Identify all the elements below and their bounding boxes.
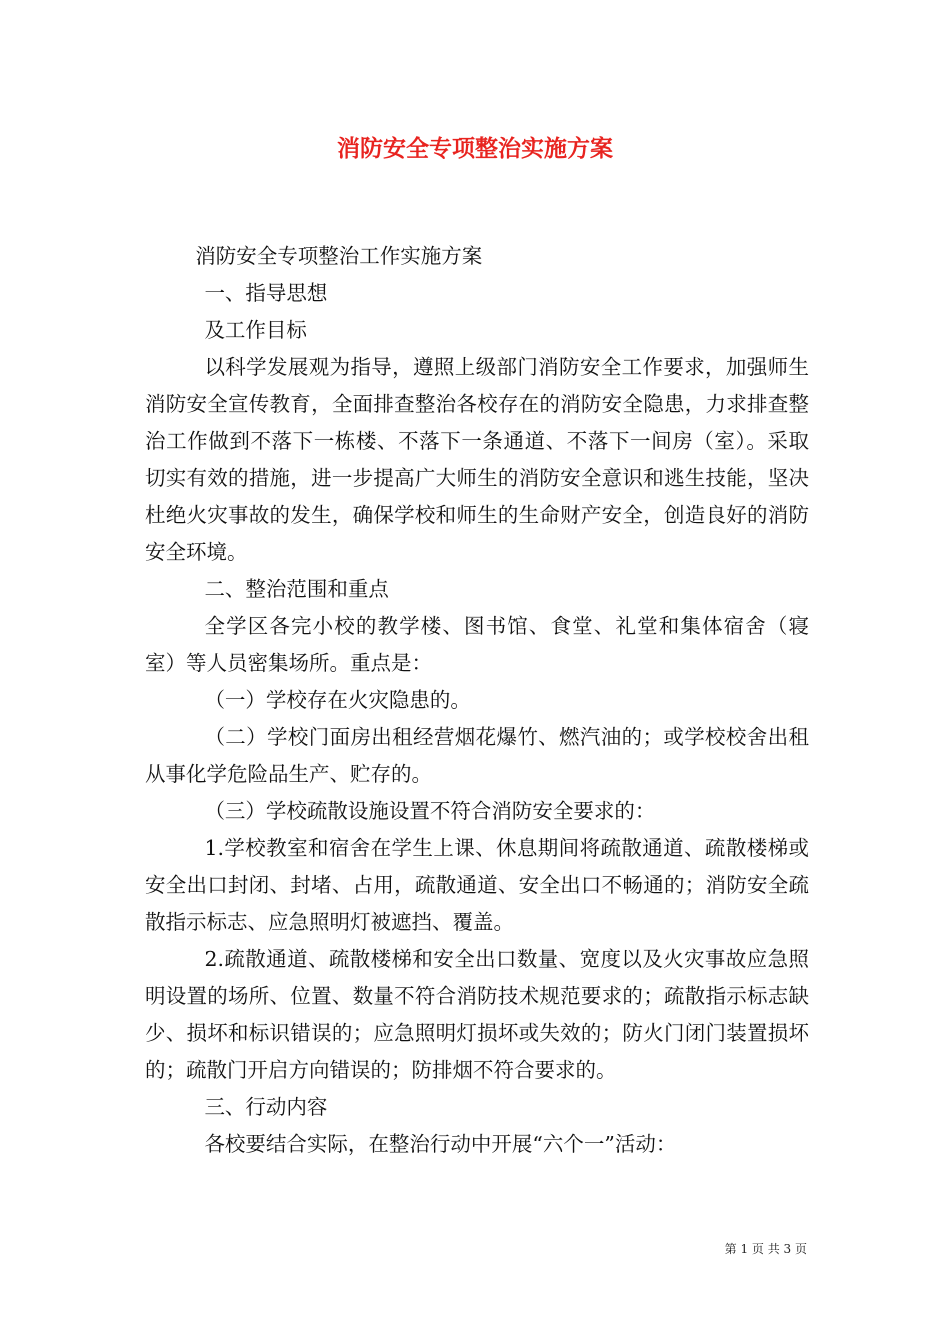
- page-number-footer: 第 1 页 共 3 页: [724, 1242, 807, 1256]
- list-item-2: （二）学校门面房出租经营烟花爆竹、燃汽油的；或学校校舍出租从事化学危险品生产、贮存的。: [145, 725, 809, 786]
- paragraph-scope: 全学区各完小校的教学楼、图书馆、食堂、礼堂和集体宿舍（寝室）等人员密集场所。重点是：: [145, 614, 809, 675]
- section-heading-1-cont: 及工作目标: [204, 318, 307, 342]
- list-item-1: （一）学校存在火灾隐患的。: [204, 688, 471, 712]
- paragraph-guiding: 以科学发展观为指导，遵照上级部门消防安全工作要求，加强师生消防安全宣传教育，全面排查整治各校存在的消防安全隐患，力求排查整治工作做到不落下一栋楼、不落下一条通道、不落下一间房（室）。采取切实有效的措施，进一步提高广大师生的消防安全意识和逃生技能，坚决杜绝火灾事故的发生，确保学校和师生的生命财产安全，创造良好的消防安全环境。: [145, 355, 809, 564]
- document-title: 消防安全专项整治实施方案: [337, 135, 613, 162]
- paragraph-subtitle: 消防安全专项整治工作实施方案: [195, 244, 483, 268]
- section-heading-3: 三、行动内容: [204, 1095, 328, 1119]
- document-body: [145, 238, 809, 1163]
- sub-item-1: 1.学校教室和宿舍在学生上课、休息期间将疏散通道、疏散楼梯或安全出口封闭、封堵、占用，疏散通道、安全出口不畅通的；消防安全疏散指示标志、应急照明灯被遮挡、覆盖。: [145, 836, 809, 934]
- section-heading-1: 一、指导思想: [204, 281, 328, 305]
- section-heading-2: 二、整治范围和重点: [204, 577, 389, 601]
- paragraph-actions: 各校要结合实际，在整治行动中开展“六个一”活动：: [204, 1132, 677, 1156]
- list-item-3: （三）学校疏散设施设置不符合消防安全要求的：: [204, 799, 656, 823]
- sub-item-2: 2.疏散通道、疏散楼梯和安全出口数量、宽度以及火灾事故应急照明设置的场所、位置、数量不符合消防技术规范要求的；疏散指示标志缺少、损坏和标识错误的；应急照明灯损坏或失效的；防火门闭门装置损坏的；疏散门开启方向错误的；防排烟不符合要求的。: [145, 947, 809, 1082]
